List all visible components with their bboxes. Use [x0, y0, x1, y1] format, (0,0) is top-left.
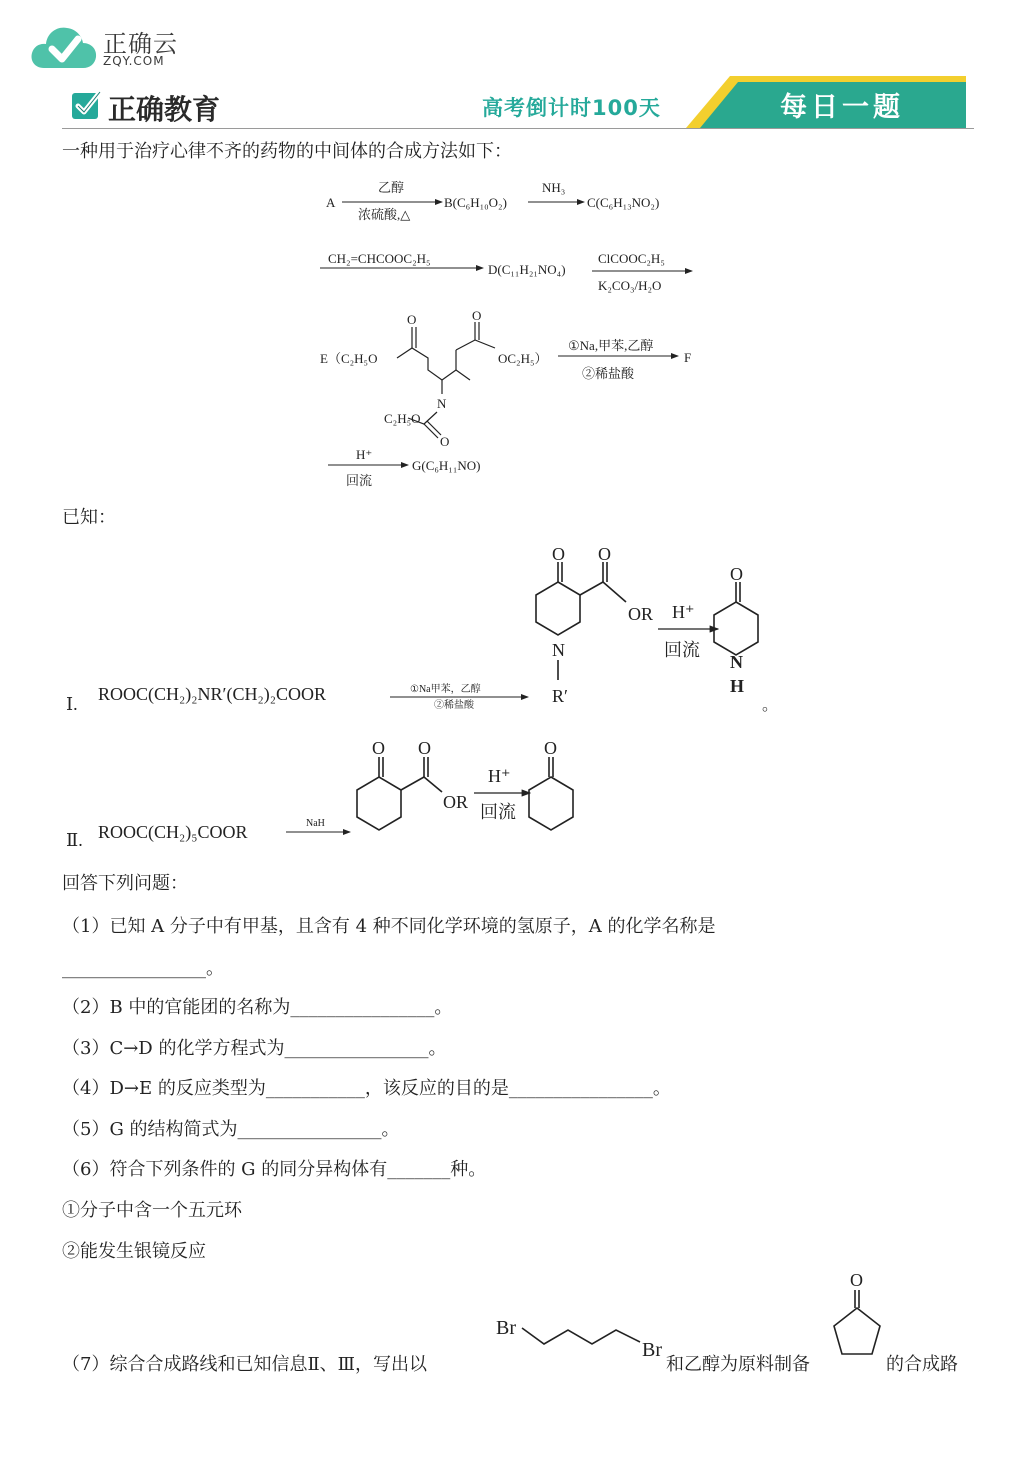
compound-d: D(C₁₁H₂₁NO₄) [488, 262, 566, 277]
carbonyl-o-3: O [440, 434, 450, 449]
compound-f: F [684, 350, 692, 365]
compound-a: A [326, 195, 336, 210]
question-6: （6）符合下列条件的 G 的同分异构体有_______种。 [62, 1159, 487, 1180]
compound-e-bottom: C₂H₅O [384, 411, 421, 426]
header-divider [62, 128, 974, 129]
condition-1: ①分子中含一个五元环 [62, 1200, 242, 1221]
known-1-r: R′ [552, 686, 568, 706]
known-2-arrow2-bottom: 回流 [480, 802, 516, 822]
piperidone-o: O [730, 564, 743, 584]
nitrogen-e: N [437, 396, 447, 411]
known-1-arrow-bottom: ②稀盐酸 [434, 700, 474, 711]
answer-title: 回答下列问题： [62, 873, 188, 894]
known-1-or: OR [628, 604, 654, 624]
carbonyl-o-1: O [407, 312, 417, 327]
reagent-4-top: ClCOOC₂H₅ [598, 251, 665, 266]
checkbox-check-icon [70, 89, 102, 121]
known-info-1-diagram [62, 540, 792, 715]
synthesis-route-diagram [300, 170, 740, 500]
banner-title: 每日一题 [780, 92, 904, 123]
known-1-ester-o: O [598, 544, 611, 564]
compound-b: B(C₆H₁₀O₂) [444, 195, 507, 210]
carbonyl-o-2: O [472, 308, 482, 323]
known-2-arrow2-top: H⁺ [488, 766, 511, 786]
countdown-text: 高考倒计时100天 [482, 96, 661, 120]
known-1-arrow2-bottom: 回流 [664, 640, 700, 660]
known-2-or: OR [443, 792, 469, 812]
cyclohexanone-o: O [544, 738, 557, 758]
bromine-2: Br [642, 1339, 662, 1361]
question-1: （1）已知 A 分子中有甲基，且含有 4 种不同化学环境的氢原子，A 的化学名称是 [62, 916, 716, 937]
reagent-2-top: NH₃ [542, 180, 566, 195]
known-1-ketone-o: O [552, 544, 565, 564]
known-1-n: N [552, 640, 565, 660]
known-2-formula: ROOC(CH₂)₅COOR [98, 822, 248, 842]
condition-2: ②能发生银镜反应 [62, 1241, 206, 1262]
question-5: （5）G 的结构简式为________________。 [62, 1119, 400, 1140]
compound-e-label: E（C₂H₅O [320, 351, 378, 366]
reagent-3-top: CH₂=CHCOOC₂H₅ [328, 251, 431, 266]
known-1-end: 。 [762, 697, 779, 714]
compound-e-mid: OC₂H₅） [498, 351, 548, 366]
known-title: 已知： [62, 507, 116, 528]
cloud-logo-icon [30, 22, 98, 72]
known-2-label: Ⅱ. [66, 830, 83, 850]
known-info-2-diagram [62, 730, 602, 850]
piperidone-h: H [730, 676, 745, 696]
known-1-formula: ROOC(CH₂)₂NR′(CH₂)₂COOR [98, 684, 327, 704]
compound-c: C(C₆H₁₃NO₂) [587, 195, 660, 210]
question-4: （4）D→E 的反应类型为___________，该反应的目的是________________。 [62, 1078, 671, 1099]
reagent-6-bottom: 回流 [346, 473, 373, 488]
reagent-1-bottom: 浓硫酸,△ [358, 207, 411, 222]
known-1-label: Ⅰ. [66, 694, 78, 714]
cyclopentanone-o: O [850, 1270, 863, 1290]
dibromobutane-structure [492, 1312, 672, 1366]
reagent-1-top: 乙醇 [378, 180, 405, 195]
question-7-part-b: 和乙醇为原料制备 [666, 1354, 810, 1375]
bromine-1: Br [496, 1317, 516, 1339]
reagent-4-bottom: K₂CO₃/H₂O [598, 278, 662, 293]
question-3: （3）C→D 的化学方程式为________________。 [62, 1038, 447, 1059]
piperidone-n: N [730, 652, 743, 672]
question-2: （2）B 中的官能团的名称为________________。 [62, 997, 453, 1018]
logo-name: 正确云 [103, 30, 178, 58]
brand-title: 正确教育 [108, 93, 221, 126]
known-2-ester-o: O [418, 738, 431, 758]
known-1-arrow-top: ①Na甲苯，乙醇 [410, 684, 481, 695]
question-7-part-c: 的合成路 [886, 1354, 958, 1375]
question-1-blank: ________________。 [62, 958, 224, 979]
known-1-arrow2-top: H⁺ [672, 602, 695, 622]
intro-text: 一种用于治疗心律不齐的药物的中间体的合成方法如下： [62, 141, 512, 162]
reagent-6-top: H⁺ [356, 447, 373, 462]
compound-g: G(C₆H₁₁NO) [412, 458, 481, 473]
reagent-5-top: ①Na,甲苯,乙醇 [568, 338, 654, 353]
cyclopentanone-structure [826, 1266, 888, 1366]
known-2-ketone-o: O [372, 738, 385, 758]
known-2-arrow-top: NaH [306, 818, 325, 829]
question-7-part-a: （7）综合合成路线和已知信息Ⅱ、Ⅲ，写出以 [62, 1354, 428, 1375]
logo-domain: ZQY.COM [103, 54, 165, 68]
reagent-5-bottom: ②稀盐酸 [582, 366, 635, 381]
